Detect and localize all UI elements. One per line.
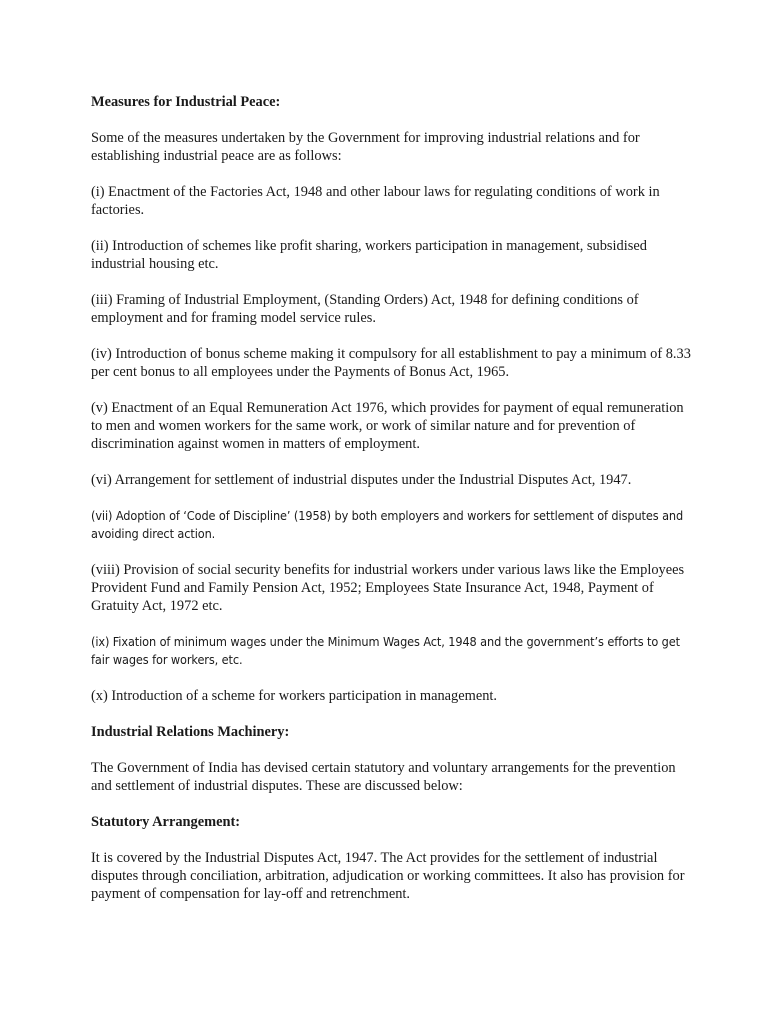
list-item-i: (i) Enactment of the Factories Act, 1948 and other labour laws for regulating conditions of work in factories. (91, 184, 660, 218)
list-item-iii: (iii) Framing of Industrial Employment, (Standing Orders) Act, 1948 for defining conditions of employment and for framing model service rules. (91, 292, 639, 326)
list-item-vi: (vi) Arrangement for settlement of industrial disputes under the Industrial Disputes Act, 1947. (91, 472, 632, 488)
list-item-iv: (iv) Introduction of bonus scheme making it compulsory for all establishment to pay a minimum of 8.33 per cent bonus to all employees under the Payments of Bonus Act, 1965. (91, 346, 691, 380)
list-item-v: (v) Enactment of an Equal Remuneration Act 1976, which provides for payment of equal remuneration to men and women workers for the same work, or work of similar nature and for prevention of discrimination against women in matters of employment. (91, 400, 684, 452)
intro-paragraph: Some of the measures undertaken by the Government for improving industrial relations and for establishing industrial peace are as follows: (91, 130, 640, 164)
statutory-paragraph: It is covered by the Industrial Disputes Act, 1947. The Act provides for the settlement of industrial disputes through conciliation, arbitration, adjudication or working committees. It also has provision for payment of compensation for lay-off and retrenchment. (91, 850, 685, 902)
list-item-ii: (ii) Introduction of schemes like profit sharing, workers participation in management, subsidised industrial housing etc. (91, 238, 647, 272)
list-item-ix: (ix) Fixation of minimum wages under the Minimum Wages Act, 1948 and the government’s efforts to get fair wages for workers, etc. (91, 634, 680, 667)
list-item-x: (x) Introduction of a scheme for workers participation in management. (91, 688, 497, 704)
heading-statutory-arrangement: Statutory Arrangement: (91, 814, 241, 830)
list-item-vii: (vii) Adoption of ‘Code of Discipline’ (1958) by both employers and workers for settlement of disputes and avoiding direct action. (91, 508, 684, 541)
list-item-viii: (viii) Provision of social security benefits for industrial workers under various laws like the Employees Provident Fund and Family Pension Act, 1952; Employees State Insurance Act, 1948, Payment of Gratuity Act, 1972 etc. (91, 562, 685, 614)
heading-industrial-relations-machinery: Industrial Relations Machinery: (91, 724, 290, 740)
machinery-paragraph: The Government of India has devised certain statutory and voluntary arrangements for the prevention and settlement of industrial disputes. These are discussed below: (91, 760, 676, 794)
heading-measures-for-industrial-peace: Measures for Industrial Peace: (91, 94, 281, 110)
document-body (91, 93, 691, 921)
